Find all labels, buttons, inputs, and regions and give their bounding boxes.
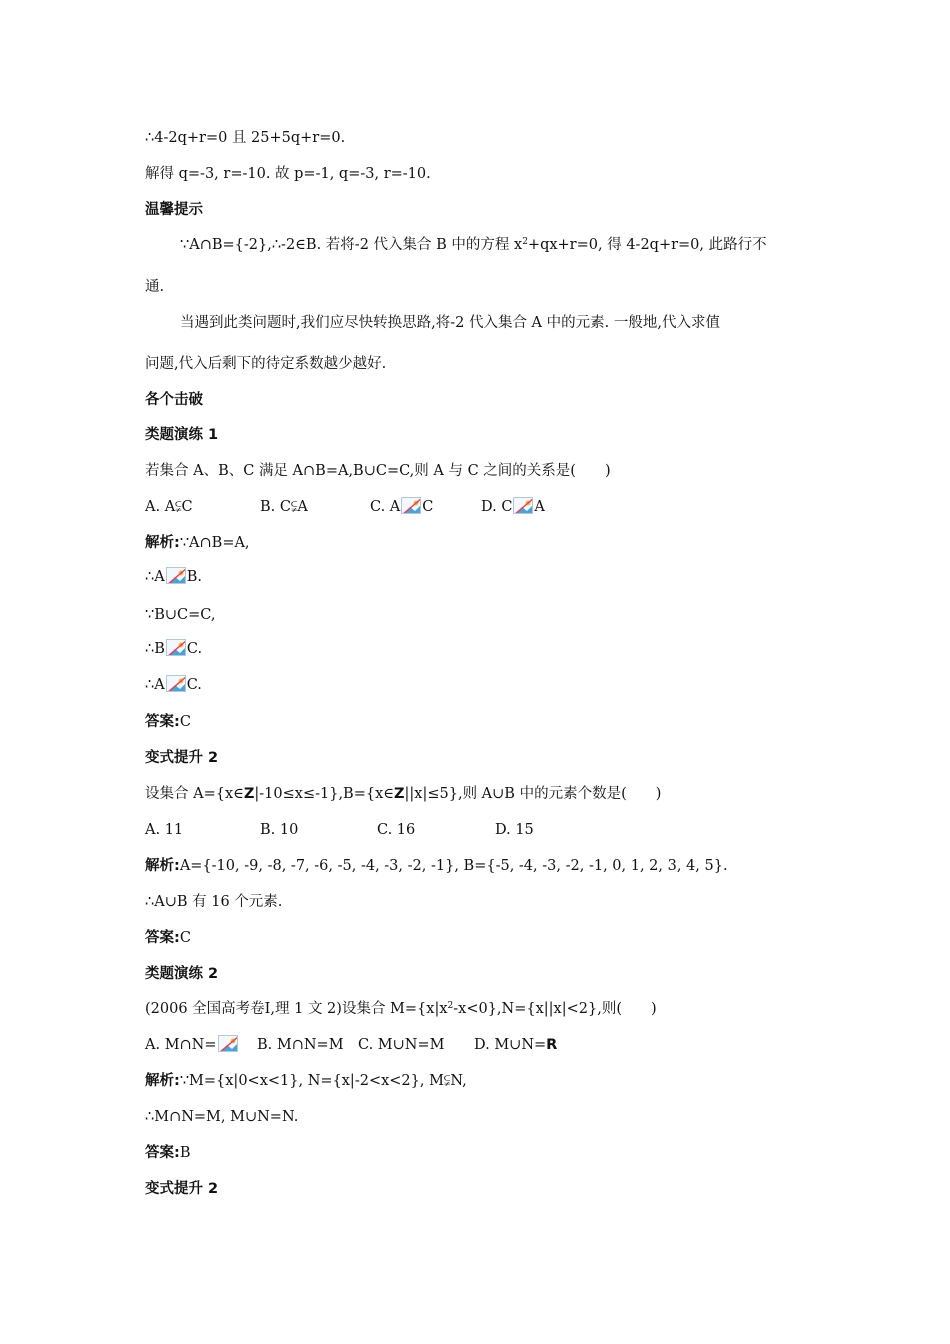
option-d (481, 497, 545, 517)
answer-label: 答案: (145, 714, 180, 730)
answer-line (145, 1143, 190, 1163)
broken-image-icon (166, 639, 186, 656)
text-span: 设集合 A={x∈ (145, 786, 244, 802)
solution-line (145, 856, 728, 876)
text-span: C (422, 499, 434, 515)
solution-line (145, 567, 202, 587)
option-d (474, 1035, 557, 1055)
broken-image-icon (218, 1035, 238, 1052)
text-line (180, 235, 767, 255)
question-text (145, 999, 657, 1019)
answer-line (145, 712, 191, 732)
option-b: B. C⫋A (260, 499, 308, 515)
text-span: ||x|≤5},则 A∪B 中的元素个数是( ) (404, 786, 662, 802)
answer-value: C (179, 930, 191, 946)
solution-line (145, 675, 202, 695)
text-span: ∴B (145, 641, 165, 657)
text-line: 通. (145, 279, 165, 295)
text-span: A (534, 499, 545, 515)
option-b: B. M∩N=M (257, 1037, 344, 1053)
question-text (145, 784, 661, 804)
option-a: A. 11 (145, 822, 184, 838)
text-span: C. (186, 677, 202, 693)
answer-value: C (179, 714, 191, 730)
exercise-title: 类题演练 1 (145, 427, 219, 443)
option-a (145, 1035, 239, 1055)
option-c (370, 497, 433, 517)
text-line: ∴4-2q+r=0 且 25+5q+r=0. (145, 130, 346, 146)
section-heading: 温馨提示 (145, 202, 203, 218)
superscript: 2 (522, 237, 528, 247)
text-span: A={-10, -9, -8, -7, -6, -5, -4, -3, -2, -1}, B={-5, -4, -3, -2, -1, 0, 1, 2, 3, 4, 5}. (179, 858, 728, 874)
option-c: C. 16 (377, 822, 416, 838)
broken-image-icon (166, 567, 186, 584)
option-a: A. A⫋C (145, 499, 193, 515)
solution-label: 解析: (145, 1073, 180, 1089)
text-span: -x<0},N={x||x|<2},则( ) (453, 1001, 657, 1017)
answer-line (145, 928, 191, 948)
text-line: 解得 q=-3, r=-10. 故 p=-1, q=-3, r=-10. (145, 166, 431, 182)
text-span: ∴A (145, 569, 165, 585)
answer-label: 答案: (145, 930, 180, 946)
broken-image-icon (166, 675, 186, 692)
option-d: D. 15 (495, 822, 534, 838)
text-span: ∵A∩B=A, (179, 535, 250, 551)
reals-symbol: R (546, 1037, 558, 1053)
answer-value: B (179, 1145, 191, 1161)
exercise-title: 变式提升 2 (145, 750, 219, 766)
solution-line: ∵B∪C=C, (145, 607, 216, 623)
text-span: C. A (370, 499, 401, 515)
solution-label: 解析: (145, 858, 180, 874)
solution-line: ∴M∩N=M, M∪N=N. (145, 1109, 299, 1125)
text-span: C. (186, 641, 203, 657)
text-line: 当遇到此类问题时,我们应尽快转换思路,将-2 代入集合 A 中的元素. 一般地,代入求值 (180, 315, 720, 331)
text-span: (2006 全国高考卷Ⅰ,理 1 文 2)设集合 M={x|x (145, 1001, 448, 1017)
integers-symbol: Z (243, 786, 255, 802)
question-text: 若集合 A、B、C 满足 A∩B=A,B∪C=C,则 A 与 C 之间的关系是( ) (145, 463, 611, 479)
text-span: B. (186, 569, 202, 585)
text-span: D. C (481, 499, 513, 515)
superscript: 2 (447, 1001, 454, 1011)
solution-line (145, 533, 250, 553)
option-b: B. 10 (260, 822, 299, 838)
text-span: |-10≤x≤-1},B={x∈ (254, 786, 395, 802)
text-span: A. M∩N= (145, 1037, 217, 1053)
section-heading: 各个击破 (145, 392, 203, 408)
option-c: C. M∪N=M (358, 1037, 445, 1053)
answer-label: 答案: (145, 1145, 180, 1161)
exercise-title: 变式提升 2 (145, 1181, 219, 1197)
text-span: ∴A (145, 677, 165, 693)
text-span: D. M∪N= (474, 1037, 547, 1053)
broken-image-icon (513, 497, 533, 514)
integers-symbol: Z (394, 786, 405, 802)
text-span: ∵M={x|0<x<1}, N={x|-2<x<2}, M⫋N, (179, 1073, 467, 1089)
solution-line (145, 1071, 467, 1091)
text-span: +qx+r=0, 得 4-2q+r=0, 此路行不 (527, 237, 767, 253)
solution-label: 解析: (145, 535, 180, 551)
exercise-title: 类题演练 2 (145, 966, 219, 982)
solution-line (145, 639, 202, 659)
broken-image-icon (401, 497, 421, 514)
text-span: ∵A∩B={-2},∴-2∈B. 若将-2 代入集合 B 中的方程 x (180, 237, 523, 253)
text-line: 问题,代入后剩下的待定系数越少越好. (145, 356, 387, 372)
solution-line: ∴A∪B 有 16 个元素. (145, 894, 283, 910)
